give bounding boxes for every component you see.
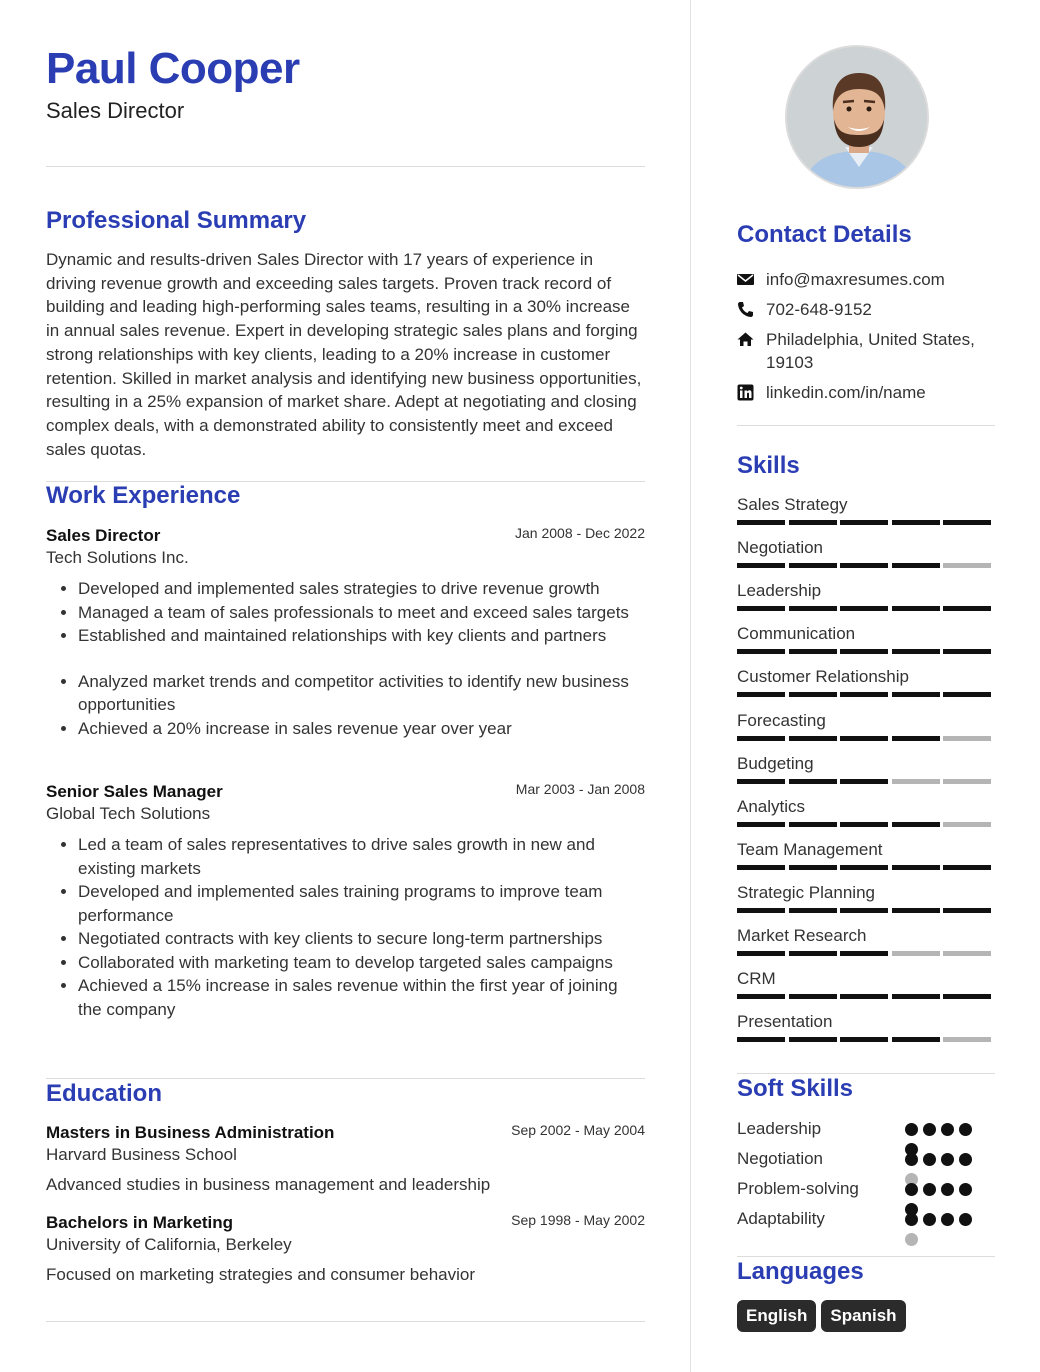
- job-entry: [46, 781, 645, 1021]
- skills-divider: [737, 1073, 995, 1074]
- summary-heading: Professional Summary: [46, 207, 307, 234]
- language-pill: Spanish: [821, 1300, 905, 1332]
- skill-level-bar: [737, 779, 993, 784]
- skill-name: Team Management: [737, 840, 883, 859]
- soft-skills-divider: [737, 1256, 995, 1257]
- skill-level-segment: [789, 563, 837, 568]
- languages-heading: Languages: [737, 1258, 864, 1285]
- soft-skill-name: Adaptability: [737, 1209, 825, 1228]
- soft-skill-dot: [941, 1213, 954, 1226]
- education-description: Focused on marketing strategies and consumer behavior: [46, 1265, 476, 1284]
- skill-level-segment: [737, 736, 785, 741]
- envelope-icon: [737, 271, 754, 288]
- skill-level-segment: [789, 736, 837, 741]
- column-divider: [690, 0, 691, 1372]
- skill-level-segment: [789, 951, 837, 956]
- skill-level-segment: [943, 736, 991, 741]
- soft-skill-dot: [959, 1153, 972, 1166]
- skill-level-segment: [943, 692, 991, 697]
- skill-level-segment: [789, 1037, 837, 1042]
- soft-skill-item: [737, 1208, 995, 1230]
- skill-item: [737, 882, 995, 904]
- skill-level-segment: [943, 1037, 991, 1042]
- degree: Bachelors in Marketing: [46, 1213, 234, 1232]
- skill-level-segment: [840, 994, 888, 999]
- education-date: Sep 1998 - May 2002: [511, 1212, 645, 1228]
- skill-name: Analytics: [737, 797, 806, 816]
- job-bullet: • Achieved a 20% increase in sales revenue year over year: [78, 717, 645, 741]
- skill-level-segment: [943, 822, 991, 827]
- skill-level-bar: [737, 822, 993, 827]
- skill-level-segment: [840, 908, 888, 913]
- skill-level-segment: [789, 779, 837, 784]
- skill-level-segment: [892, 951, 940, 956]
- contact-linkedin-text: linkedin.com/in/name: [766, 383, 926, 402]
- skill-name: Budgeting: [737, 754, 814, 773]
- skill-item: [737, 839, 995, 861]
- skill-level-segment: [737, 520, 785, 525]
- skill-name: Market Research: [737, 926, 867, 945]
- skill-level-segment: [943, 908, 991, 913]
- skill-name: Forecasting: [737, 711, 826, 730]
- skill-level-segment: [943, 779, 991, 784]
- soft-skill-name: Problem-solving: [737, 1179, 859, 1198]
- skill-level-segment: [943, 951, 991, 956]
- soft-skill-dot: [905, 1123, 918, 1136]
- skill-level-segment: [737, 865, 785, 870]
- skill-level-segment: [737, 908, 785, 913]
- contact-email-text: info@maxresumes.com: [766, 270, 945, 289]
- skill-level-segment: [789, 994, 837, 999]
- skill-name: Negotiation: [737, 538, 824, 557]
- soft-skill-dot: [905, 1153, 918, 1166]
- contact-email[interactable]: [737, 268, 995, 291]
- skill-level-segment: [789, 606, 837, 611]
- job-bullet: • Negotiated contracts with key clients to secure long-term partnerships: [78, 927, 645, 951]
- contact-linkedin[interactable]: [737, 381, 995, 404]
- skill-item: [737, 968, 995, 990]
- skill-item: [737, 537, 995, 559]
- soft-skill-dot: [923, 1153, 936, 1166]
- skill-level-bar: [737, 908, 993, 913]
- contact-phone-text: 702-648-9152: [766, 300, 872, 319]
- school: University of California, Berkeley: [46, 1235, 292, 1254]
- skill-item: [737, 623, 995, 645]
- footer-divider: [46, 1321, 645, 1322]
- skill-level-segment: [789, 692, 837, 697]
- skill-item: [737, 494, 995, 516]
- language-pill: English: [737, 1300, 816, 1332]
- skill-level-segment: [737, 606, 785, 611]
- soft-skill-dot: [959, 1123, 972, 1136]
- skill-level-segment: [789, 822, 837, 827]
- skill-level-segment: [789, 649, 837, 654]
- degree: Masters in Business Administration: [46, 1123, 335, 1142]
- soft-skill-dot: [959, 1213, 972, 1226]
- job-role: Senior Sales Manager: [46, 782, 223, 801]
- job-role: Sales Director: [46, 526, 161, 545]
- skill-level-segment: [737, 951, 785, 956]
- education-heading: Education: [46, 1080, 163, 1107]
- skill-level-bar: [737, 692, 993, 697]
- skill-item: [737, 753, 995, 775]
- summary-text: Dynamic and results-driven Sales Director with 17 years of experience in driving revenue growth and exceeding sales targets. Proven track record of building and leading high-performing sales teams, resulting in a 30% increase in annual sales revenue. Expert in developing strategic sales plans and forging strong relationships with key clients, leading to a 20% increase in customer retention. Skilled in market analysis and identifying new business opportunities, resulting in a 25% expansion of market share. Adept at negotiating and closing complex deals, with a demonstrated ability to consistently meet and exceed sales quotas.: [46, 250, 642, 459]
- skill-level-segment: [840, 563, 888, 568]
- skill-item: [737, 580, 995, 602]
- skill-level-segment: [943, 606, 991, 611]
- linkedin-icon: [737, 384, 754, 401]
- candidate-title: Sales Director: [46, 98, 185, 123]
- skill-level-segment: [737, 1037, 785, 1042]
- education-description: Advanced studies in business management and leadership: [46, 1175, 491, 1194]
- skill-level-segment: [737, 692, 785, 697]
- skill-name: Communication: [737, 624, 856, 643]
- soft-skill-dot: [923, 1123, 936, 1136]
- skill-level-segment: [737, 779, 785, 784]
- job-bullet: • Analyzed market trends and competitor activities to identify new business opportunities: [78, 670, 645, 717]
- contact-heading: Contact Details: [737, 221, 912, 248]
- job-date: Mar 2003 - Jan 2008: [515, 781, 645, 797]
- experience-heading: Work Experience: [46, 482, 241, 509]
- phone-icon: [737, 301, 754, 318]
- job-date: Jan 2008 - Dec 2022: [515, 525, 645, 541]
- skill-level-segment: [840, 736, 888, 741]
- skill-name: Strategic Planning: [737, 883, 875, 902]
- skill-name: Leadership: [737, 581, 822, 600]
- job-bullet: • Developed and implemented sales training programs to improve team performance: [78, 880, 645, 927]
- skill-item: [737, 796, 995, 818]
- skill-level-segment: [943, 649, 991, 654]
- job-company: Tech Solutions Inc.: [46, 548, 189, 567]
- education-entry: [46, 1212, 645, 1286]
- soft-skill-item: [737, 1118, 995, 1140]
- skill-level-segment: [943, 994, 991, 999]
- soft-skill-item: [737, 1148, 995, 1170]
- skill-level-segment: [840, 520, 888, 525]
- skill-level-bar: [737, 1037, 993, 1042]
- contact-address: [737, 328, 995, 374]
- skill-level-segment: [892, 649, 940, 654]
- skill-level-segment: [892, 563, 940, 568]
- skill-level-segment: [789, 520, 837, 525]
- contact-address-text: Philadelphia, United States, 19103: [766, 330, 975, 372]
- skill-level-segment: [840, 822, 888, 827]
- soft-skill-rating: [905, 1213, 985, 1243]
- job-bullet: • Managed a team of sales professionals to meet and exceed sales targets: [78, 601, 645, 625]
- skill-level-segment: [789, 908, 837, 913]
- skill-level-segment: [840, 951, 888, 956]
- skill-level-bar: [737, 865, 993, 870]
- soft-skills-heading: Soft Skills: [737, 1075, 854, 1102]
- soft-skill-dot: [923, 1183, 936, 1196]
- candidate-name: Paul Cooper: [46, 44, 300, 93]
- skill-level-bar: [737, 606, 993, 611]
- skill-level-bar: [737, 951, 993, 956]
- skill-level-segment: [840, 779, 888, 784]
- skill-item: [737, 1011, 995, 1033]
- profile-photo: [785, 45, 929, 189]
- skill-level-segment: [892, 779, 940, 784]
- soft-skill-dot: [959, 1183, 972, 1196]
- skill-level-segment: [840, 649, 888, 654]
- skill-level-segment: [892, 865, 940, 870]
- skill-level-segment: [840, 1037, 888, 1042]
- skill-item: [737, 925, 995, 947]
- job-bullet: • Developed and implemented sales strategies to drive revenue growth: [78, 577, 645, 601]
- job-bullet: • Achieved a 15% increase in sales revenue within the first year of joining the company: [78, 974, 645, 1021]
- skill-level-segment: [892, 908, 940, 913]
- contact-divider: [737, 425, 995, 426]
- soft-skill-dot: [923, 1213, 936, 1226]
- skill-level-segment: [789, 865, 837, 870]
- skill-level-bar: [737, 563, 993, 568]
- job-bullet: • Collaborated with marketing team to develop targeted sales campaigns: [78, 951, 645, 975]
- languages-list: [737, 1300, 911, 1332]
- skill-item: [737, 666, 995, 688]
- soft-skill-dot: [905, 1183, 918, 1196]
- job-bullet: • Established and maintained relationships with key clients and partners: [78, 624, 645, 648]
- skill-name: Sales Strategy: [737, 495, 848, 514]
- skills-heading: Skills: [737, 452, 800, 479]
- education-entry: [46, 1122, 645, 1196]
- skill-level-segment: [840, 606, 888, 611]
- soft-skill-dot: [941, 1153, 954, 1166]
- home-icon: [737, 331, 754, 348]
- header-divider: [46, 166, 645, 167]
- skill-level-segment: [737, 994, 785, 999]
- contact-phone[interactable]: [737, 298, 995, 321]
- job-bullet: • Led a team of sales representatives to drive sales growth in new and existing markets: [78, 833, 645, 880]
- skill-level-segment: [943, 563, 991, 568]
- skill-level-segment: [840, 692, 888, 697]
- job-bullets: [46, 577, 645, 740]
- skill-level-segment: [892, 692, 940, 697]
- skill-level-segment: [892, 736, 940, 741]
- skill-item: [737, 710, 995, 732]
- skill-level-segment: [840, 865, 888, 870]
- skill-name: Presentation: [737, 1012, 833, 1031]
- education-date: Sep 2002 - May 2004: [511, 1122, 645, 1138]
- skill-level-segment: [737, 649, 785, 654]
- skill-level-segment: [892, 1037, 940, 1042]
- skill-level-bar: [737, 520, 993, 525]
- skill-level-segment: [892, 520, 940, 525]
- soft-skill-dot: [905, 1213, 918, 1226]
- skill-level-segment: [892, 994, 940, 999]
- skill-level-segment: [737, 822, 785, 827]
- school: Harvard Business School: [46, 1145, 237, 1164]
- soft-skill-item: [737, 1178, 995, 1200]
- soft-skill-dot: [941, 1123, 954, 1136]
- job-bullets: [46, 833, 645, 1021]
- job-entry: [46, 525, 645, 740]
- skill-level-bar: [737, 736, 993, 741]
- skill-level-segment: [892, 606, 940, 611]
- soft-skill-name: Leadership: [737, 1119, 822, 1138]
- experience-divider: [46, 1078, 645, 1079]
- skill-level-segment: [737, 563, 785, 568]
- skill-name: Customer Relationship: [737, 667, 909, 686]
- skill-level-bar: [737, 649, 993, 654]
- soft-skill-name: Negotiation: [737, 1149, 824, 1168]
- soft-skill-dot: [905, 1233, 918, 1246]
- job-company: Global Tech Solutions: [46, 804, 211, 823]
- skill-level-segment: [943, 865, 991, 870]
- skill-level-segment: [892, 822, 940, 827]
- skill-level-segment: [943, 520, 991, 525]
- soft-skill-dot: [941, 1183, 954, 1196]
- skill-name: CRM: [737, 969, 776, 988]
- skill-level-bar: [737, 994, 993, 999]
